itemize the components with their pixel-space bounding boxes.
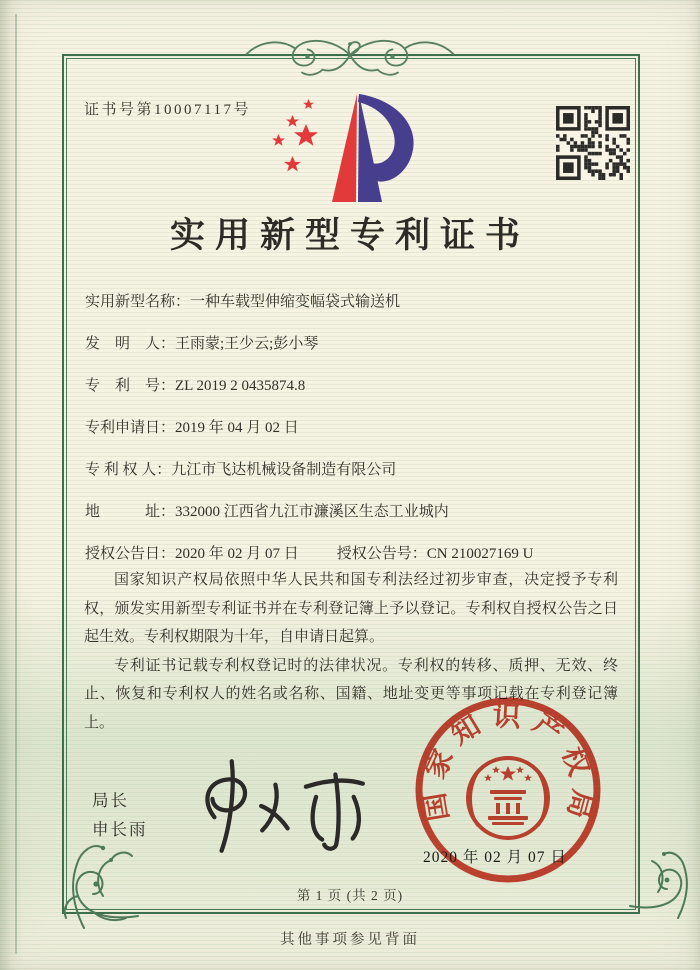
paragraph-grant-statement: 国家知识产权局依照中华人民共和国专利法经过初步审查，决定授予专利权，颁发实用新型专利证书并在专利登记簿上予以登记。专利权自授权公告之日起生效。专利权期限为十年，自申请日起算。 bbox=[84, 572, 618, 645]
field-value: 一种车载型伸缩变幅袋式输送机 bbox=[190, 294, 401, 310]
field-row-patent-no bbox=[85, 365, 625, 407]
field-value: CN 210027169 U bbox=[426, 546, 534, 562]
top-flourish-ornament-icon bbox=[238, 31, 462, 79]
director-title: 局长 bbox=[92, 791, 129, 810]
seal-text: 国家知识产权局 bbox=[418, 701, 598, 832]
field-value: 九江市飞达机械设备制造有限公司 bbox=[171, 462, 397, 478]
certificate-title: 实用新型专利证书 bbox=[169, 216, 530, 255]
seal-date: 2020 年 02 月 07 日 bbox=[423, 849, 567, 866]
field-value: 王雨蒙;王少云;彭小琴 bbox=[175, 336, 319, 352]
bottom-left-flourish-ornament-icon bbox=[54, 836, 140, 930]
field-label: 专 利 权 人： bbox=[85, 462, 172, 478]
national-emblem-icon bbox=[468, 758, 548, 838]
page-number: 第 1 页 (共 2 页) bbox=[296, 888, 404, 903]
cnipa-logo-icon bbox=[272, 90, 432, 208]
bottom-right-flourish-ornament-icon bbox=[628, 846, 694, 920]
field-label: 发 明 人： bbox=[85, 336, 176, 352]
paragraph-register-statement: 专利证书记载专利权登记时的法律状况。专利权的转移、质押、无效、终止、恢复和专利权人的姓名或名称、国籍、地址变更等事项记载在专利登记簿上。 bbox=[84, 657, 618, 731]
back-note: 其他事项参见背面 bbox=[280, 932, 420, 948]
director-signature-icon bbox=[186, 756, 374, 854]
scan-page-edge bbox=[15, 14, 17, 954]
director-name: 申长雨 bbox=[92, 820, 148, 839]
field-label: 专利申请日： bbox=[85, 420, 176, 436]
field-value: 332000 江西省九江市濂溪区生态工业城内 bbox=[175, 504, 449, 520]
field-row-address bbox=[85, 491, 625, 533]
field-label: 实用新型名称： bbox=[85, 294, 191, 310]
field-value: 2020 年 02 月 07 日 bbox=[175, 546, 299, 562]
field-row-filing-date bbox=[85, 407, 625, 449]
field-value: 2019 年 04 月 02 日 bbox=[175, 420, 299, 436]
field-row-patentee bbox=[85, 449, 625, 491]
qr-code-icon bbox=[556, 106, 630, 180]
field-label: 地 址： bbox=[85, 504, 176, 520]
field-label: 授权公告号： bbox=[336, 546, 427, 562]
field-row-name bbox=[85, 281, 625, 323]
director-block bbox=[92, 786, 148, 844]
field-label: 授权公告日： bbox=[85, 546, 176, 562]
field-value: ZL 2019 2 0435874.8 bbox=[175, 378, 306, 394]
certificate-number: 证书号第10007117号 bbox=[84, 102, 251, 118]
field-row-inventors bbox=[85, 323, 625, 365]
field-label: 专 利 号： bbox=[85, 378, 176, 394]
fields-section bbox=[85, 281, 625, 575]
